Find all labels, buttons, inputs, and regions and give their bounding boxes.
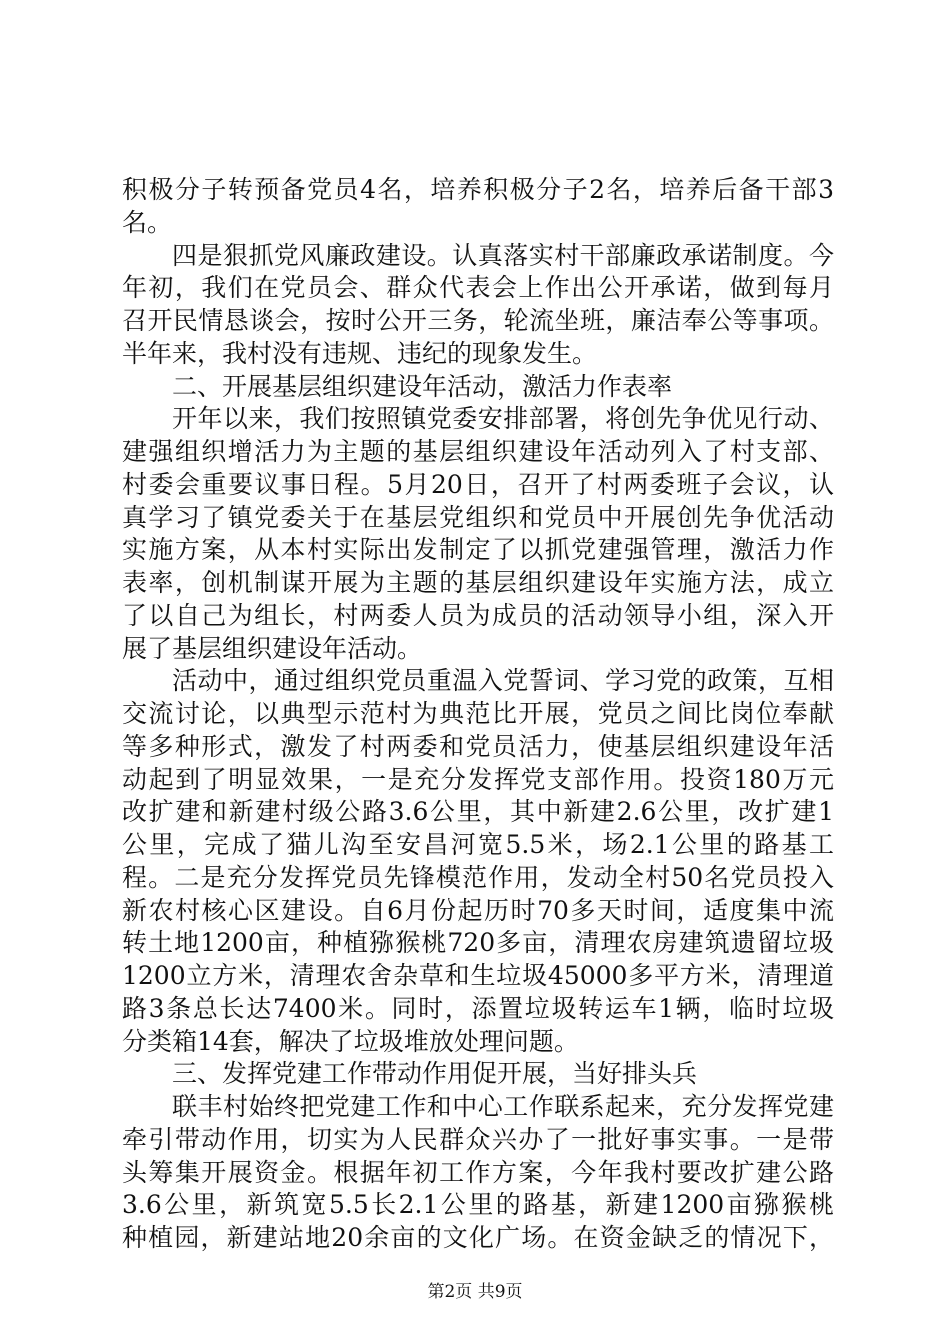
- text-line: 二、开展基层组织建设年活动，激活力作表率: [172, 371, 673, 401]
- text-line: 牵引带动作用，切实为人民群众兴办了一批好事实事。一是带: [122, 1124, 834, 1154]
- text-line: 程。二是充分发挥党员先锋模范作用，发动全村50名党员投入: [122, 862, 834, 892]
- text-line: 真学习了镇党委关于在基层党组织和党员中开展创先争优活动: [122, 502, 834, 532]
- text-line: 积极分子转预备党员4名，培养积极分子2名，培养后备干部3: [122, 175, 834, 204]
- text-line: 表率，创机制谋开展为主题的基层组织建设年实施方法，成立: [122, 568, 834, 597]
- text-line: 建强组织增活力为主题的基层组织建设年活动列入了村支部、: [122, 437, 834, 466]
- document-body: [122, 174, 834, 1255]
- text-line: 名。: [122, 207, 173, 237]
- text-line: 3.6公里，新筑宽5.5长2.1公里的路基，新建1200亩猕猴桃: [122, 1190, 834, 1220]
- text-line: 实施方案，从本村实际出发制定了以抓党建强管理，激活力作: [122, 535, 834, 565]
- text-line: 展了基层组织建设年活动。: [122, 633, 423, 663]
- text-line: 交流讨论，以典型示范村为典范比开展，党员之间比岗位奉献: [122, 699, 834, 728]
- text-line: 等多种形式，激发了村两委和党员活力，使基层组织建设年活: [122, 731, 834, 761]
- text-line: 公里，完成了猫儿沟至安昌河宽5.5米，场2.1公里的路基工: [122, 830, 834, 859]
- text-line: 村委会重要议事日程。5月20日，召开了村两委班子会议，认: [122, 469, 834, 499]
- text-line: 年初，我们在党员会、群众代表会上作出公开承诺，做到每月: [122, 273, 834, 303]
- text-line: 种植园，新建站地20余亩的文化广场。在资金缺乏的情况下，: [122, 1223, 834, 1252]
- text-line: 动起到了明显效果，一是充分发挥党支部作用。投资180万元: [122, 764, 834, 794]
- text-line: 召开民情恳谈会，按时公开三务，轮流坐班，廉洁奉公等事项。: [122, 306, 834, 335]
- text-line: 联丰村始终把党建工作和中心工作联系起来，充分发挥党建: [172, 1092, 834, 1121]
- text-line: 头筹集开展资金。根据年初工作方案，今年我村要改扩建公路: [122, 1157, 834, 1187]
- text-line: 了以自己为组长，村两委人员为成员的活动领导小组，深入开: [122, 600, 834, 630]
- page-footer: [0, 1281, 950, 1303]
- text-line: 转土地1200亩，种植猕猴桃720多亩，清理农房建筑遗留垃圾: [122, 928, 834, 958]
- text-line: 开年以来，我们按照镇党委安排部署，将创先争优见行动、: [172, 404, 834, 434]
- text-line: 四是狠抓党风廉政建设。认真落实村干部廉政承诺制度。今: [172, 240, 834, 270]
- text-line: 路3条总长达7400米。同时，添置垃圾转运车1辆，临时垃圾: [122, 993, 834, 1023]
- text-line: 活动中，通过组织党员重温入党誓词、学习党的政策，互相: [172, 666, 834, 696]
- text-line: 半年来，我村没有违规、违纪的现象发生。: [122, 338, 598, 368]
- text-line: 改扩建和新建村级公路3.6公里，其中新建2.6公里，改扩建1: [122, 797, 834, 827]
- text-line: 分类箱14套，解决了垃圾堆放处理问题。: [122, 1026, 579, 1056]
- text-line: 新农村核心区建设。自6月份起历时70多天时间，适度集中流: [122, 895, 834, 925]
- text-line: 三、发挥党建工作带动作用促开展，当好排头兵: [172, 1059, 698, 1089]
- text-line: 1200立方米，清理农舍杂草和生垃圾45000多平方米，清理道: [122, 961, 834, 990]
- page-number-label: 第2页 共9页: [427, 1282, 523, 1302]
